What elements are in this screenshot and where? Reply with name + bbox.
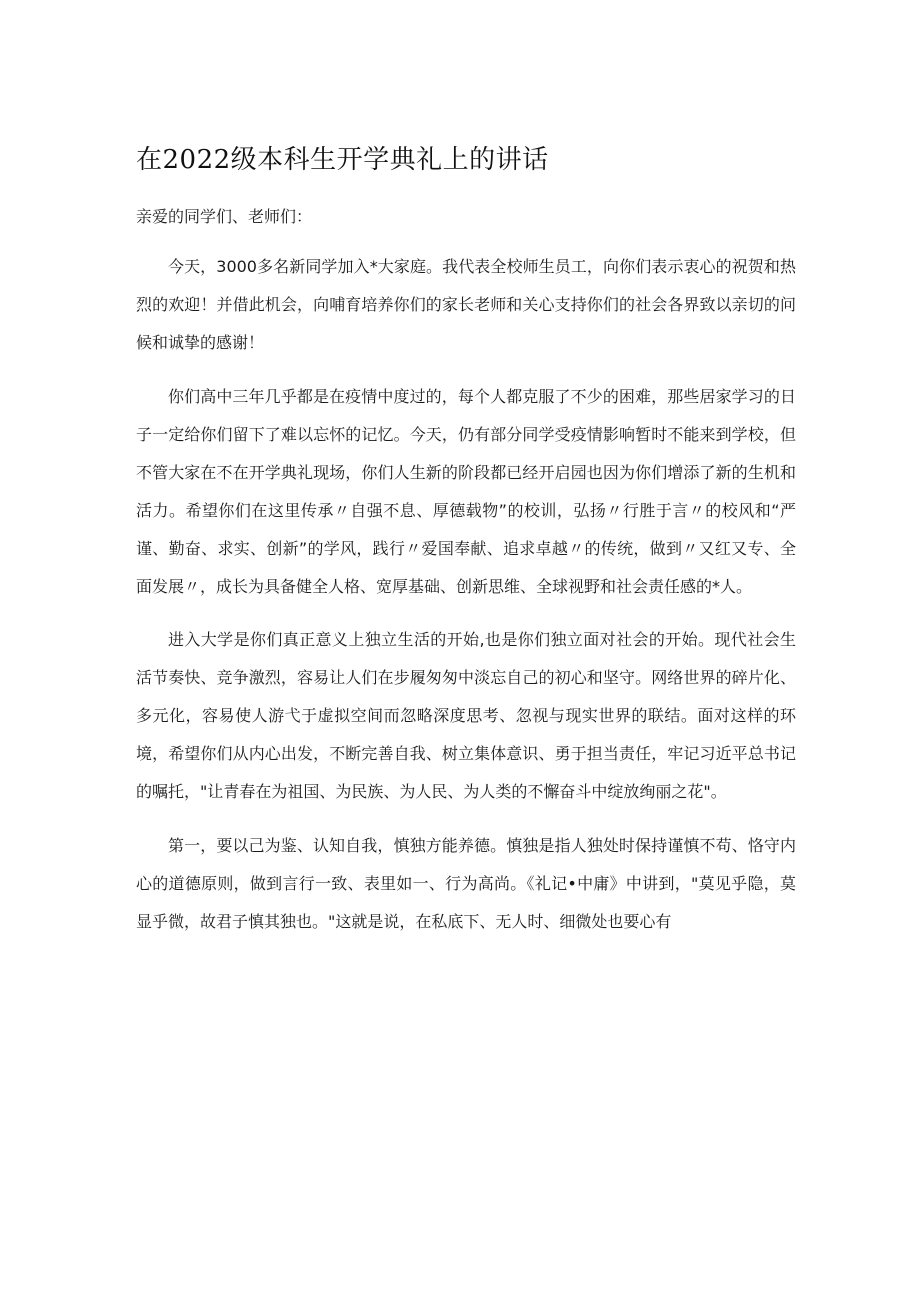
document-title: 在2022级本科生开学典礼上的讲话 (136, 145, 549, 175)
paragraph-1: 今天，3000多名新同学加入*大家庭。我代表全校师生员工，向你们表示衷心的祝贺和热烈的欢迎！并借此机会，向哺育培养你们的家长老师和关心支持你们的社会各界致以亲切的问候和诚挚的感谢！ (136, 257, 796, 352)
salutation: 亲爱的同学们、老师们： (136, 207, 313, 226)
paragraph-4: 第一，要以己为鉴、认知自我，慎独方能养德。慎独是指人独处时保持谨慎不苟、恪守内心的道德原则，做到言行一致、表里如一、行为高尚。《礼记•中庸》中讲到，"莫见乎隐，莫显乎微，故君子慎其独也。"这就是说，在私底下、无人时、细微处也要心有 (136, 835, 796, 931)
paragraph-2: 你们高中三年几乎都是在疫情中度过的，每个人都克服了不少的困难，那些居家学习的日子一定给你们留下了难以忘怀的记忆。今天，仍有部分同学受疫情影响暂时不能来到学校，但不管大家在不在开学典礼现场，你们人生新的阶段都已经开启园也因为你们增添了新的生机和活力。希望你们在这里传承〃自强不息、厚德载物”的校训，弘扬〃行胜于言〃的校风和“严谨、勤奋、求实、创新”的学风，践行〃爱国奉献、追求卓越〃的传统，做到〃又红又专、全面发展〃，成长为具备健全人格、宽厚基础、创新思维、全球视野和社会责任感的*人。 (136, 386, 796, 596)
paragraph-3: 进入大学是你们真正意义上独立生活的开始,也是你们独立面对社会的开始。现代社会生活节奏快、竞争激烈，容易让人们在步履匆匆中淡忘自己的初心和坚守。网络世界的碎片化、多元化，容易使人游弋于虚拟空间而忽略深度思考、忽视与现实世界的联结。面对这样的环境，希望你们从内心出发，不断完善自我、树立集体意识、勇于担当责任，牢记习近平总书记的嘱托，"让青春在为祖国、为民族、为人民、为人类的不懈奋斗中绽放绚丽之花"。 (136, 630, 796, 801)
document-body (136, 248, 796, 956)
